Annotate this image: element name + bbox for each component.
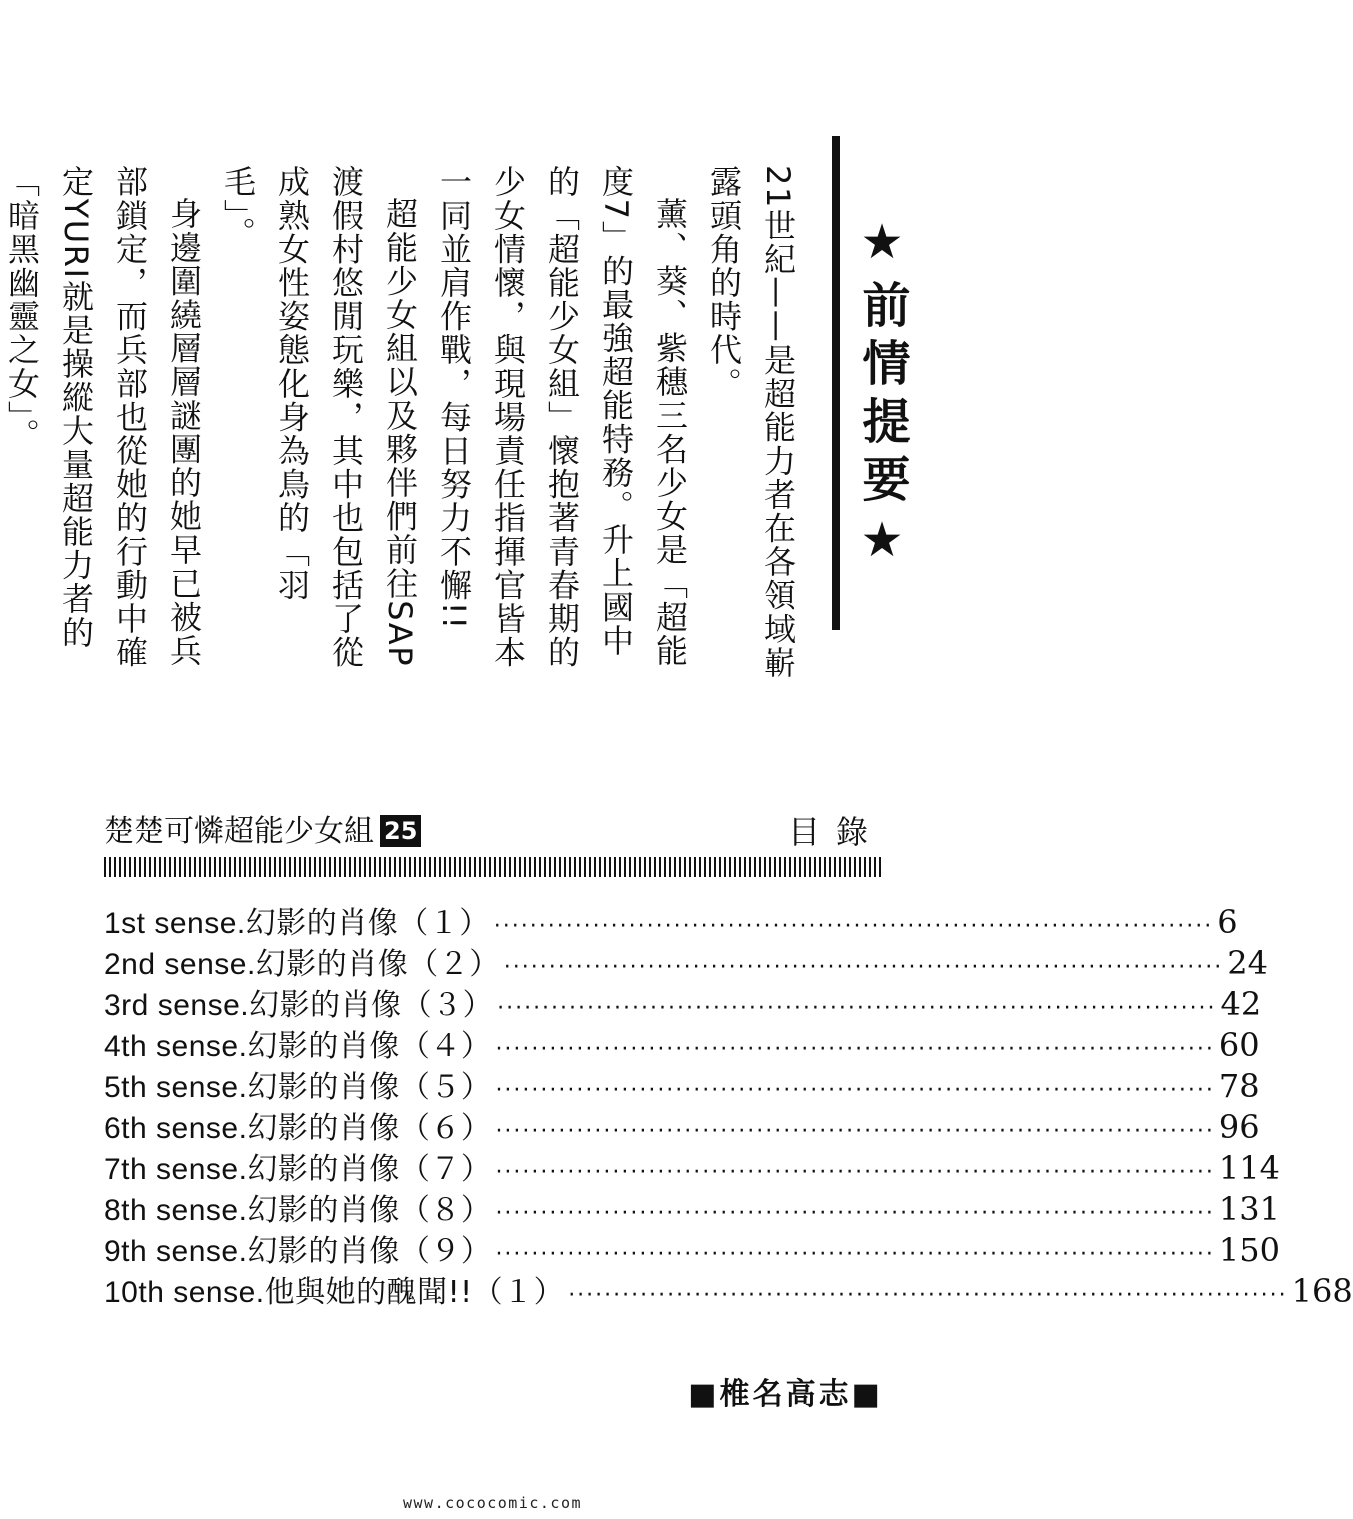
- toc-entry[interactable]: [104, 1148, 1280, 1189]
- toc-entry[interactable]: [104, 902, 1238, 943]
- synopsis-paragraph: 超能少女組以及夥伴們前往SAP渡假村悠閒玩樂，其中也包括了從成熟女性姿態化身為鳥的「羽毛」。: [219, 165, 419, 669]
- dot-leader: ················································································: [568, 1283, 1288, 1308]
- chapter-title: 幻影的肖像（３）: [249, 988, 494, 1023]
- page-number: 78: [1218, 1067, 1260, 1105]
- chapter-label: 9th sense.: [104, 1235, 248, 1268]
- dot-leader: ················································································: [503, 955, 1224, 980]
- volume-badge: 25: [380, 815, 421, 847]
- chapter-label: 4th sense.: [104, 1030, 248, 1063]
- dot-leader: ················································································: [497, 996, 1217, 1021]
- dot-leader: ················································································: [493, 914, 1214, 939]
- chapter-label: 7th sense.: [104, 1153, 248, 1186]
- toc-entry[interactable]: [104, 1025, 1260, 1066]
- chapter-label: 1st sense.: [104, 907, 246, 940]
- synopsis-body: [0, 165, 805, 685]
- toc-entry[interactable]: [104, 943, 1268, 984]
- page-number: 114: [1218, 1149, 1280, 1187]
- dot-leader: ················································································: [495, 1037, 1215, 1062]
- chapter-title: 幻影的肖像（７）: [247, 1152, 492, 1187]
- book-title-text: 楚楚可憐超能少女組: [104, 814, 374, 849]
- dot-leader: ················································································: [495, 1160, 1215, 1185]
- toc-header: [104, 812, 884, 854]
- dot-leader: ················································································: [495, 1119, 1215, 1144]
- page-number: 42: [1220, 985, 1262, 1023]
- page-number: 131: [1218, 1190, 1280, 1228]
- toc-entry[interactable]: [104, 1230, 1280, 1271]
- chapter-title: 他與她的醜聞!!（１）: [264, 1275, 565, 1310]
- synopsis-heading: ★前情提要★: [854, 214, 910, 578]
- author-name: ■椎名高志■: [688, 1377, 883, 1412]
- toc-list: [104, 902, 1353, 1312]
- chapter-title: 幻影的肖像（４）: [247, 1029, 492, 1064]
- toc-label: 目錄: [787, 813, 884, 851]
- page-number: 168: [1291, 1272, 1353, 1310]
- chapter-title: 幻影的肖像（２）: [255, 947, 500, 982]
- book-title: [104, 812, 421, 852]
- toc-entry[interactable]: [104, 1066, 1260, 1107]
- page-number: 24: [1227, 944, 1268, 982]
- toc-entry[interactable]: [104, 984, 1262, 1025]
- chapter-title: 幻影的肖像（５）: [247, 1070, 492, 1105]
- dot-leader: ················································································: [495, 1242, 1215, 1267]
- chapter-label: 5th sense.: [104, 1071, 248, 1104]
- chapter-label: 10th sense.: [104, 1276, 265, 1309]
- toc-entry[interactable]: [104, 1107, 1260, 1148]
- chapter-label: 3rd sense.: [104, 989, 250, 1022]
- chapter-title: 幻影的肖像（８）: [247, 1193, 492, 1228]
- synopsis-paragraph: 21世紀——是超能力者在各領域嶄露頭角的時代。: [705, 165, 797, 680]
- chapter-title: 幻影的肖像（６）: [247, 1111, 492, 1146]
- page-number: 60: [1218, 1026, 1260, 1064]
- synopsis-paragraph: 薰、葵、紫穗三名少女是「超能度7」的最強超能特務。升上國中的「超能少女組」懷抱著青春期的少女情懷，與現場責任指揮官皆本一同並肩作戰，每日努力不懈!!: [435, 165, 689, 669]
- dot-leader: ················································································: [495, 1078, 1215, 1103]
- chapter-label: 6th sense.: [104, 1112, 248, 1145]
- chapter-title: 幻影的肖像（１）: [245, 906, 490, 941]
- tick-divider: [104, 857, 884, 877]
- page-number: 150: [1218, 1231, 1280, 1269]
- page-number: 96: [1218, 1108, 1260, 1146]
- page-number: 6: [1217, 903, 1238, 941]
- dot-leader: ················································································: [495, 1201, 1215, 1226]
- chapter-label: 2nd sense.: [104, 948, 256, 981]
- chapter-label: 8th sense.: [104, 1194, 248, 1227]
- footer-watermark-url: www.cococomic.com: [402, 1494, 583, 1512]
- toc-entry[interactable]: [104, 1271, 1353, 1312]
- synopsis-divider: [832, 136, 840, 630]
- toc-entry[interactable]: [104, 1189, 1280, 1230]
- chapter-title: 幻影的肖像（９）: [247, 1234, 492, 1269]
- synopsis-paragraph: 身邊圍繞層層謎團的她早已被兵部鎖定，而兵部也從她的行動中確定YURI就是操縱大量超能力者的「暗黑幽靈之女」。: [3, 165, 203, 669]
